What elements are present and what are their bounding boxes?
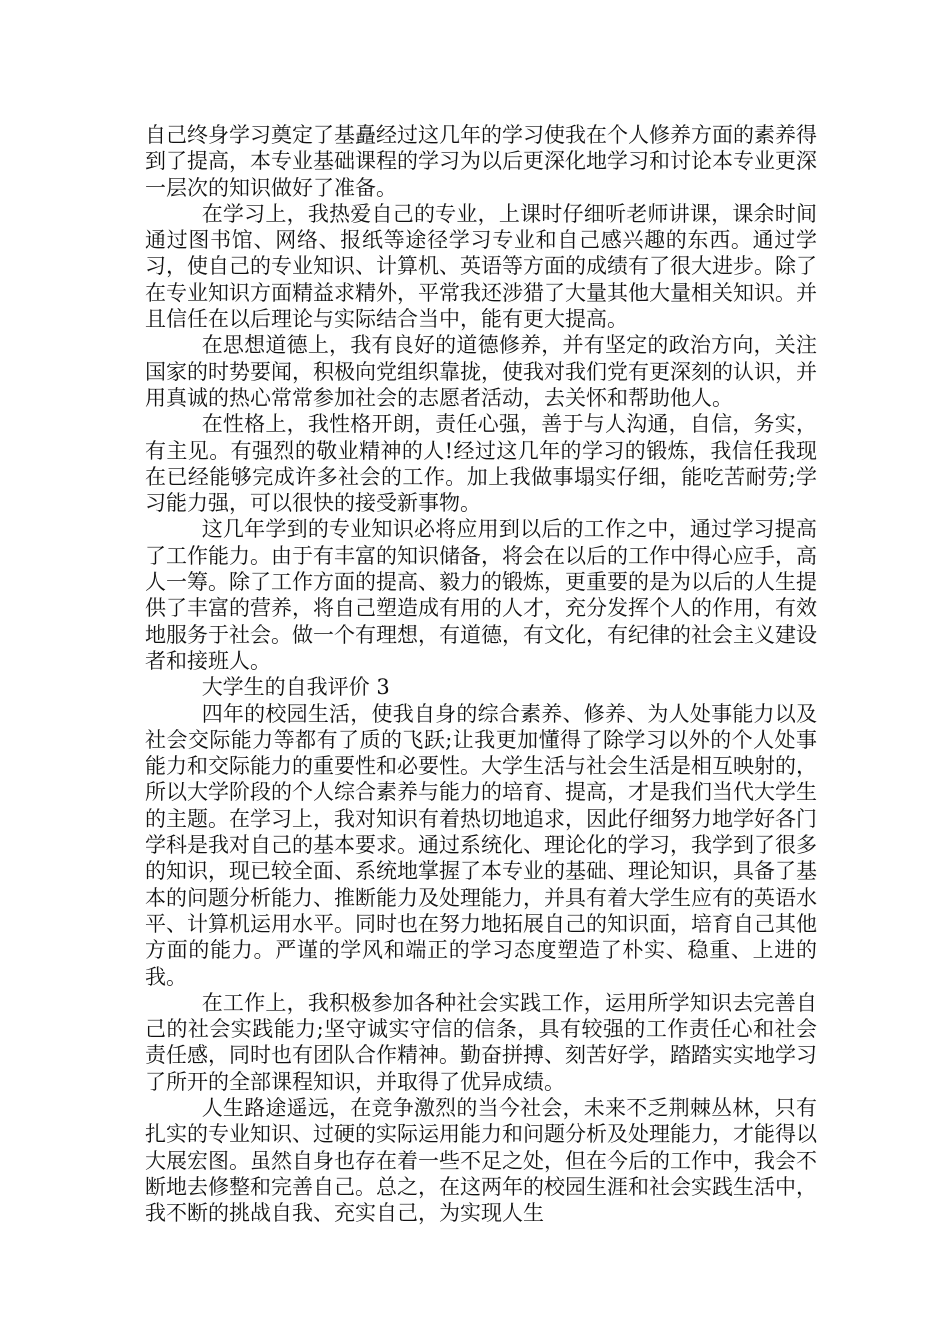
paragraph: 这几年学到的专业知识必将应用到以后的工作之中，通过学习提高了工作能力。由于有丰富的知识储备，将会在以后的工作中得心应手，高人一筹。除了工作方面的提高、毅力的锻炼，更重要的是为以后的人生提供了丰富的营养，将自己塑造成有用的人才，充分发挥个人的作用，有效地服务于社会。做一个有理想，有道德，有文化，有纪律的社会主义建设者和接班人。 [145,517,817,673]
paragraph: 自己终身学习奠定了基矗经过这几年的学习使我在个人修养方面的素养得到了提高，本专业基础课程的学习为以后更深化地学习和讨论本专业更深一层次的知识做好了准备。 [145,123,817,200]
paragraph: 在工作上，我积极参加各种社会实践工作，运用所学知识去完善自己的社会实践能力;坚守诚实守信的信条，具有较强的工作责任心和社会责任感，同时也有团队合作精神。勤奋拼搏、刻苦好学，踏踏实实地学习了所开的全部课程知识，并取得了优异成绩。 [145,990,817,1094]
paragraph: 四年的校园生活，使我自身的综合素养、修养、为人处事能力以及社会交际能力等都有了质的飞跃;让我更加懂得了除学习以外的个人处事能力和交际能力的重要性和必要性。大学生活与社会生活是相互映射的，所以大学阶段的个人综合素养与能力的培育、提高，才是我们当代大学生的主题。在学习上，我对知识有着热切地追求，因此仔细努力地学好各门学科是我对自己的基本要求。通过系统化、理论化的学习，我学到了很多的知识，现已较全面、系统地掌握了本专业的基础、理论知识，具备了基本的问题分析能力、推断能力及处理能力，并具有着大学生应有的英语水平、计算机运用水平。同时也在努力地拓展自己的知识面，培育自己其他方面的能力。严谨的学风和端正的学习态度塑造了朴实、稳重、上进的我。 [145,701,817,989]
document-body [145,122,817,1226]
paragraph: 在思想道德上，我有良好的道德修养，并有坚定的政治方向，关注国家的时势要闻，积极向党组织靠拢，使我对我们党有更深刻的认识，并用真诚的热心常常参加社会的志愿者活动，去关怀和帮助他人。 [145,333,817,410]
paragraph: 人生路途遥远，在竞争激烈的当今社会，未来不乏荆棘丛林，只有扎实的专业知识、过硬的实际运用能力和问题分析及处理能力，才能得以大展宏图。虽然自身也存在着一些不足之处，但在今后的工作中，我会不断地去修整和完善自己。总之，在这两年的校园生涯和社会实践生活中，我不断的挑战自我、充实自己，为实现人生 [145,1095,817,1226]
section-heading: 大学生的自我评价 3 [201,675,390,700]
paragraph: 在学习上，我热爱自己的专业，上课时仔细听老师讲课，课余时间通过图书馆、网络、报纸等途径学习专业和自己感兴趣的东西。通过学习，使自己的专业知识、计算机、英语等方面的成绩有了很大进步。除了在专业知识方面精益求精外，平常我还涉猎了大量其他大量相关知识。并且信任在以后理论与实际结合当中，能有更大提高。 [145,201,817,332]
paragraph: 在性格上，我性格开朗，责任心强，善于与人沟通，自信，务实，有主见。有强烈的敬业精神的人!经过这几年的学习的锻炼，我信任我现在已经能够完成许多社会的工作。加上我做事塌实仔细，能吃苦耐劳;学习能力强，可以很快的接受新事物。 [145,412,817,516]
